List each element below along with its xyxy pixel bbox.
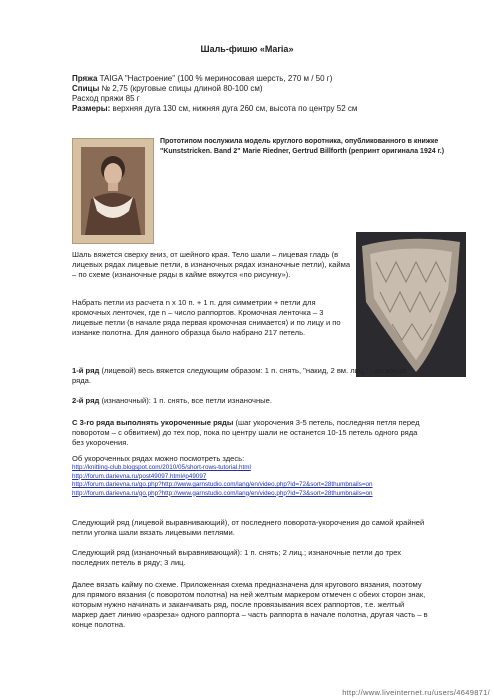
links-list bbox=[72, 464, 373, 498]
paragraph-intro: Шаль вяжется сверху вниз, от шейного края. Тело шали – лицевая гладь (в лицевых рядах лицевые петли, в изнаночных рядах изнаночные петли), кайма – по схеме (изнаночные ряды в кайме вяжутся «по рисунку»). bbox=[72, 250, 351, 279]
link-knitting-club[interactable]: http://knitting-club.blogspot.com/2010/05/short-rows-tutorial.html bbox=[72, 464, 251, 471]
row1-text: (лицевой) весь вяжется следующим образом: 1 п. снять, "накид, 2 вм. лиц." - до конца ряда. bbox=[72, 366, 406, 385]
row2-text: (изнаночный): 1 п. снять, все петли изнаночные. bbox=[99, 396, 272, 405]
link-garnstudio-72[interactable]: http://forum.darievna.ru/go.php?http://www.garnstudio.com/lang/en/video.php?id=72&sort=28thumbnails=on bbox=[72, 481, 373, 488]
link-garnstudio-73[interactable]: http://forum.darievna.ru/go.php?http://www.garnstudio.com/lang/en/video.php?id=73&sort=28thumbnails=on bbox=[72, 489, 373, 497]
shawl-photo bbox=[356, 232, 466, 377]
needles-text: № 2,75 (круговые спицы длиной 80-100 см) bbox=[99, 84, 263, 93]
paragraph-row1 bbox=[72, 366, 422, 386]
paragraph-next-row-1: Следующий ряд (лицевой выравнивающий), от последнего поворота-укорочения до самой крайней петли уголка шали вязать лицевыми петлями. bbox=[72, 518, 425, 537]
paragraph-border: Далее вязать кайму по схеме. Приложенная схема предназначена для кругового вязания, поэтому для прямого вязания (с поворотом полотна) на ней желтым маркером отмечен с обеих сторон знак, которым нужно начинать и заканчивать ряд, после провязывания всех раппортов, т.е. желтый маркер дает линию «разреза» одного раппорта – часть раппорта в начале полотна, другая часть – в конце полотна. bbox=[72, 580, 428, 629]
consumption-line: Расход пряжи 85 г bbox=[72, 94, 140, 103]
row1-label: 1-й ряд bbox=[72, 366, 100, 375]
paragraph-row2 bbox=[72, 396, 422, 406]
row3-label: С 3-го ряда выполнять укороченные ряды bbox=[72, 418, 234, 427]
yarn-label: Пряжа bbox=[72, 74, 98, 83]
sizes-line bbox=[72, 104, 357, 114]
row2-label: 2-й ряд bbox=[72, 396, 100, 405]
photo-caption: Прототипом послужила модель круглого воротника, опубликованного в книжке "Kunststricken. Band 2" Marie Riedner, Gertrud Billforth (репринт оригинала 1924 г.) bbox=[160, 138, 445, 155]
document-title: Шаль-фишю «Maria» bbox=[200, 44, 294, 54]
sizes-label: Размеры: bbox=[72, 104, 111, 113]
row3-text: (шаг укорочения 3-5 петель, последняя петля перед поворотом – с обвитием) до тех пор, пока по центру шали не останется 10-15 петель одного ряда без укорочения. bbox=[72, 418, 420, 447]
yarn-text: TAIGA "Настроение" (100 % мериносовая шерсть, 270 м / 50 г) bbox=[97, 74, 333, 83]
footer-url[interactable]: http://www.liveinternet.ru/users/4649871/ bbox=[342, 688, 490, 697]
links-intro: Об укороченных рядах можно посмотреть здесь: bbox=[72, 454, 245, 463]
paragraph-next-row-2: Следующий ряд (изнаночный выравнивающий): 1 п. снять; 2 лиц.; изнаночные петли до трех последних петель в ряду; 3 лиц. bbox=[72, 548, 402, 567]
paragraph-short-rows bbox=[72, 418, 424, 448]
yarn-line bbox=[72, 74, 332, 84]
link-forum-post[interactable]: http://forum.darievna.ru/post49097.html#p49097 bbox=[72, 472, 207, 480]
vintage-portrait-photo bbox=[72, 138, 154, 244]
sizes-text: верхняя дуга 130 см, нижняя дуга 260 см, высота по центру 52 см bbox=[110, 104, 358, 113]
needles-line bbox=[72, 84, 263, 94]
needles-label: Спицы bbox=[72, 84, 100, 93]
paragraph-cast-on: Набрать петли из расчета n x 10 п. + 1 п. для симметрии + петли для кромочных ленточек, где n – число раппортов. Кромочная ленточка – 3 лицевые петли (в начале ряда первая кромочная снимается) и по лицу и по изнанке полотна. Для данного образца было набрано 217 петель. bbox=[72, 298, 341, 337]
